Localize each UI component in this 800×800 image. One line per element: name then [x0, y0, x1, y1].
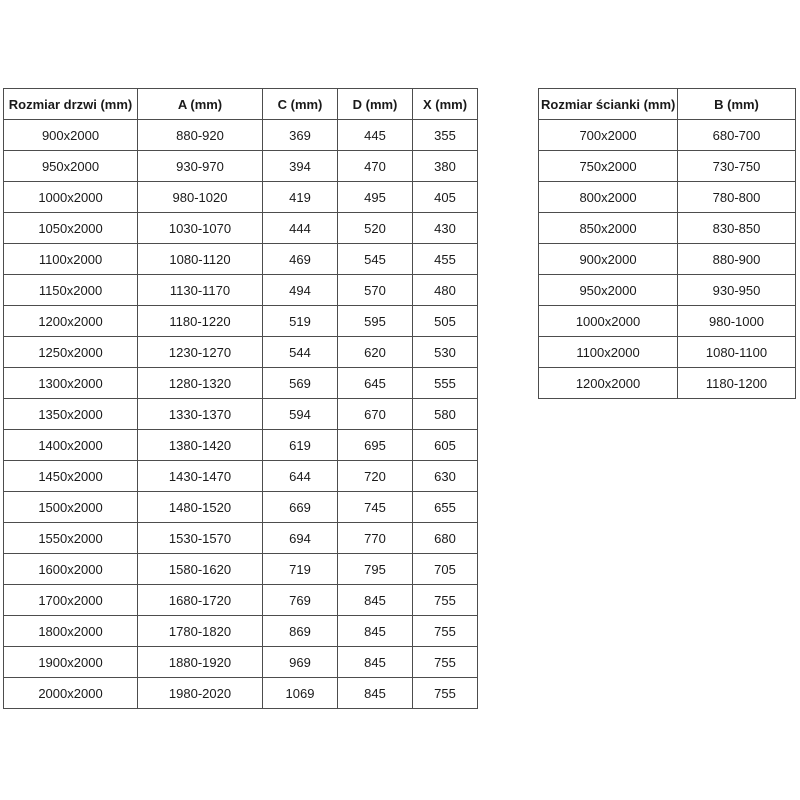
table-row — [4, 678, 478, 709]
table-row — [539, 306, 796, 337]
table-cell: 520 — [338, 213, 413, 244]
table-cell: 1580-1620 — [138, 554, 263, 585]
table-row — [4, 213, 478, 244]
table-cell: 769 — [263, 585, 338, 616]
table-cell: 430 — [413, 213, 478, 244]
table-cell: 930-970 — [138, 151, 263, 182]
table-row — [4, 151, 478, 182]
table-cell: 1450x2000 — [4, 461, 138, 492]
table-cell: 605 — [413, 430, 478, 461]
table-cell: 444 — [263, 213, 338, 244]
table-cell: 730-750 — [678, 151, 796, 182]
table-cell: 419 — [263, 182, 338, 213]
table-cell: 455 — [413, 244, 478, 275]
table-cell: 900x2000 — [4, 120, 138, 151]
table-cell: 1380-1420 — [138, 430, 263, 461]
table-cell: 1230-1270 — [138, 337, 263, 368]
table-cell: 1200x2000 — [4, 306, 138, 337]
table-row — [4, 585, 478, 616]
table-cell: 1400x2000 — [4, 430, 138, 461]
table-cell: 680-700 — [678, 120, 796, 151]
table-row — [4, 120, 478, 151]
table-cell: 545 — [338, 244, 413, 275]
table-cell: 505 — [413, 306, 478, 337]
table-cell: 1430-1470 — [138, 461, 263, 492]
header-row — [539, 89, 796, 120]
table-cell: 1200x2000 — [539, 368, 678, 399]
table-cell: 594 — [263, 399, 338, 430]
table-row — [4, 554, 478, 585]
table-cell: 900x2000 — [539, 244, 678, 275]
table-cell: 1800x2000 — [4, 616, 138, 647]
table-row — [539, 182, 796, 213]
table-cell: 1900x2000 — [4, 647, 138, 678]
table-row — [4, 306, 478, 337]
table-row — [4, 337, 478, 368]
table-row — [4, 461, 478, 492]
table-row — [539, 275, 796, 306]
wall-size-table — [538, 88, 796, 399]
table-cell: 619 — [263, 430, 338, 461]
table-cell: 630 — [413, 461, 478, 492]
table-row — [4, 399, 478, 430]
table-cell: 980-1000 — [678, 306, 796, 337]
table-cell: 355 — [413, 120, 478, 151]
table-cell: 1180-1220 — [138, 306, 263, 337]
table-cell: 369 — [263, 120, 338, 151]
table-row — [539, 244, 796, 275]
table-cell: 1300x2000 — [4, 368, 138, 399]
table-cell: 1550x2000 — [4, 523, 138, 554]
table-cell: 845 — [338, 647, 413, 678]
table-cell: 795 — [338, 554, 413, 585]
table-row — [4, 492, 478, 523]
table-cell: 1600x2000 — [4, 554, 138, 585]
table-cell: 800x2000 — [539, 182, 678, 213]
table-cell: 1480-1520 — [138, 492, 263, 523]
header-cell: X (mm) — [413, 89, 478, 120]
table-row — [4, 182, 478, 213]
table-cell: 845 — [338, 616, 413, 647]
table-cell: 719 — [263, 554, 338, 585]
table-cell: 1330-1370 — [138, 399, 263, 430]
table-cell: 930-950 — [678, 275, 796, 306]
header-row — [4, 89, 478, 120]
table-cell: 595 — [338, 306, 413, 337]
door-size-table-body — [4, 120, 478, 709]
header-cell: A (mm) — [138, 89, 263, 120]
table-cell: 880-900 — [678, 244, 796, 275]
table-cell: 570 — [338, 275, 413, 306]
table-cell: 745 — [338, 492, 413, 523]
table-cell: 1880-1920 — [138, 647, 263, 678]
table-cell: 1130-1170 — [138, 275, 263, 306]
table-row — [4, 616, 478, 647]
table-row — [4, 647, 478, 678]
table-cell: 569 — [263, 368, 338, 399]
table-cell: 694 — [263, 523, 338, 554]
table-row — [539, 120, 796, 151]
table-cell: 830-850 — [678, 213, 796, 244]
table-row — [539, 337, 796, 368]
header-cell: Rozmiar drzwi (mm) — [4, 89, 138, 120]
table-cell: 950x2000 — [4, 151, 138, 182]
table-cell: 644 — [263, 461, 338, 492]
table-cell: 470 — [338, 151, 413, 182]
table-cell: 680 — [413, 523, 478, 554]
table-cell: 494 — [263, 275, 338, 306]
table-cell: 695 — [338, 430, 413, 461]
table-cell: 720 — [338, 461, 413, 492]
table-cell: 1350x2000 — [4, 399, 138, 430]
table-row — [4, 523, 478, 554]
header-cell: B (mm) — [678, 89, 796, 120]
table-cell: 705 — [413, 554, 478, 585]
table-cell: 669 — [263, 492, 338, 523]
table-row — [4, 430, 478, 461]
table-cell: 845 — [338, 585, 413, 616]
table-cell: 850x2000 — [539, 213, 678, 244]
table-row — [4, 244, 478, 275]
table-cell: 394 — [263, 151, 338, 182]
door-size-table-header — [4, 89, 478, 120]
table-cell: 1030-1070 — [138, 213, 263, 244]
table-cell: 2000x2000 — [4, 678, 138, 709]
table-cell: 1700x2000 — [4, 585, 138, 616]
table-cell: 780-800 — [678, 182, 796, 213]
table-cell: 755 — [413, 616, 478, 647]
header-cell: C (mm) — [263, 89, 338, 120]
table-cell: 445 — [338, 120, 413, 151]
wall-size-table-header — [539, 89, 796, 120]
table-cell: 755 — [413, 647, 478, 678]
table-cell: 1080-1120 — [138, 244, 263, 275]
table-cell: 620 — [338, 337, 413, 368]
table-cell: 655 — [413, 492, 478, 523]
table-cell: 530 — [413, 337, 478, 368]
table-cell: 1100x2000 — [539, 337, 678, 368]
table-cell: 495 — [338, 182, 413, 213]
table-cell: 845 — [338, 678, 413, 709]
table-cell: 755 — [413, 585, 478, 616]
table-cell: 469 — [263, 244, 338, 275]
table-cell: 1000x2000 — [539, 306, 678, 337]
table-cell: 1100x2000 — [4, 244, 138, 275]
table-cell: 1150x2000 — [4, 275, 138, 306]
table-cell: 1000x2000 — [4, 182, 138, 213]
table-cell: 1050x2000 — [4, 213, 138, 244]
table-cell: 1180-1200 — [678, 368, 796, 399]
table-cell: 555 — [413, 368, 478, 399]
table-cell: 1280-1320 — [138, 368, 263, 399]
table-cell: 770 — [338, 523, 413, 554]
door-size-table — [3, 88, 478, 709]
table-cell: 580 — [413, 399, 478, 430]
table-cell: 405 — [413, 182, 478, 213]
table-cell: 1500x2000 — [4, 492, 138, 523]
table-cell: 880-920 — [138, 120, 263, 151]
table-row — [539, 368, 796, 399]
table-row — [539, 151, 796, 182]
table-cell: 1069 — [263, 678, 338, 709]
wall-size-table-body — [539, 120, 796, 399]
table-cell: 869 — [263, 616, 338, 647]
header-cell: D (mm) — [338, 89, 413, 120]
table-cell: 1980-2020 — [138, 678, 263, 709]
table-cell: 950x2000 — [539, 275, 678, 306]
header-cell: Rozmiar ścianki (mm) — [539, 89, 678, 120]
table-row — [4, 368, 478, 399]
table-cell: 1680-1720 — [138, 585, 263, 616]
table-cell: 1080-1100 — [678, 337, 796, 368]
table-cell: 1780-1820 — [138, 616, 263, 647]
table-cell: 755 — [413, 678, 478, 709]
table-cell: 519 — [263, 306, 338, 337]
table-cell: 380 — [413, 151, 478, 182]
table-row — [4, 275, 478, 306]
table-cell: 969 — [263, 647, 338, 678]
table-cell: 750x2000 — [539, 151, 678, 182]
table-cell: 670 — [338, 399, 413, 430]
table-cell: 980-1020 — [138, 182, 263, 213]
table-row — [539, 213, 796, 244]
table-cell: 1530-1570 — [138, 523, 263, 554]
table-cell: 544 — [263, 337, 338, 368]
table-cell: 1250x2000 — [4, 337, 138, 368]
table-cell: 700x2000 — [539, 120, 678, 151]
table-cell: 480 — [413, 275, 478, 306]
table-cell: 645 — [338, 368, 413, 399]
